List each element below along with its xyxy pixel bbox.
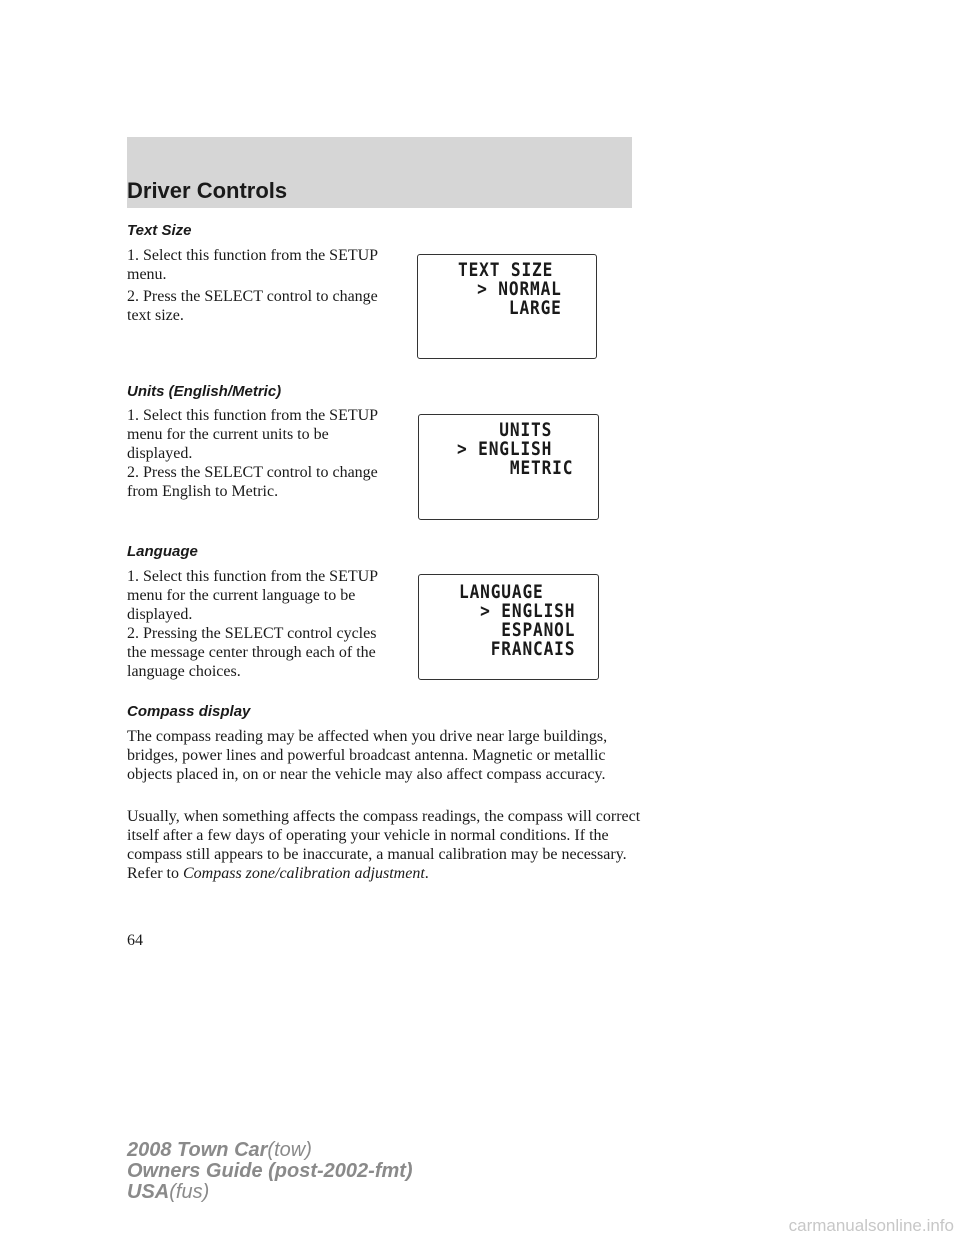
footer-line-2 <box>127 1161 413 1182</box>
display-line: > NORMAL <box>456 278 562 300</box>
display-line: > ENGLISH <box>459 600 576 622</box>
watermark: carmanualsonline.info <box>788 1216 954 1235</box>
language-step1: 1. Select this function from the SETUP menu for the current language to be displayed. <box>127 568 378 623</box>
units-step2: 2. Press the SELECT control to change from English to Metric. <box>127 464 378 500</box>
display-line: LARGE <box>456 297 562 319</box>
compass-para2-end: . <box>424 865 429 882</box>
page-section-title: Driver Controls <box>127 178 288 203</box>
display-line: ESPANOL <box>459 619 576 641</box>
units-step1: 1. Select this function from the SETUP menu for the current units to be displayed. <box>127 407 378 462</box>
language-heading: Language <box>127 543 198 560</box>
text-size-display <box>417 254 597 359</box>
page-number: 64 <box>127 932 143 949</box>
display-line: TEXT SIZE <box>458 259 554 281</box>
display-line: LANGUAGE <box>459 581 544 603</box>
footer-market-code: (fus) <box>169 1181 210 1203</box>
display-line: > ENGLISH <box>457 438 553 460</box>
language-step2: 2. Pressing the SELECT control cycles the message center through each of the language choices. <box>127 625 377 680</box>
compass-para1: The compass reading may be affected when you drive near large buildings, bridges, power lines and powerful broadcast antenna. Magnetic or metallic objects placed in, on or near the vehicle may also affect compass accuracy. <box>127 728 608 783</box>
footer-guide: Owners Guide (post-2002-fmt) <box>127 1160 413 1182</box>
compass-calibration-reference: Compass zone/calibration adjustment <box>182 865 425 882</box>
display-line: METRIC <box>457 457 574 479</box>
language-display <box>418 574 599 680</box>
display-line: UNITS <box>457 419 553 441</box>
footer-model: 2008 Town Car <box>127 1139 268 1161</box>
compass-para2-text: Usually, when something affects the compass readings, the compass will correct itself after a few days of operating your vehicle in normal conditions. If the compass still appears to be inaccurate, a manual calibration may be necessary. Refer to <box>127 808 641 882</box>
footer-line-1 <box>127 1140 312 1161</box>
compass-heading: Compass display <box>127 703 251 720</box>
display-line: FRANCAIS <box>459 638 576 660</box>
text-size-step2: 2. Press the SELECT control to change text size. <box>127 288 378 324</box>
compass-para2 <box>127 807 647 883</box>
units-heading: Units (English/Metric) <box>127 383 282 400</box>
text-size-step1: 1. Select this function from the SETUP menu. <box>127 247 378 283</box>
footer-market: USA <box>127 1181 170 1203</box>
units-display <box>418 414 599 520</box>
footer-model-code: (tow) <box>267 1139 312 1161</box>
footer-line-3 <box>127 1182 209 1203</box>
text-size-heading: Text Size <box>127 222 192 239</box>
